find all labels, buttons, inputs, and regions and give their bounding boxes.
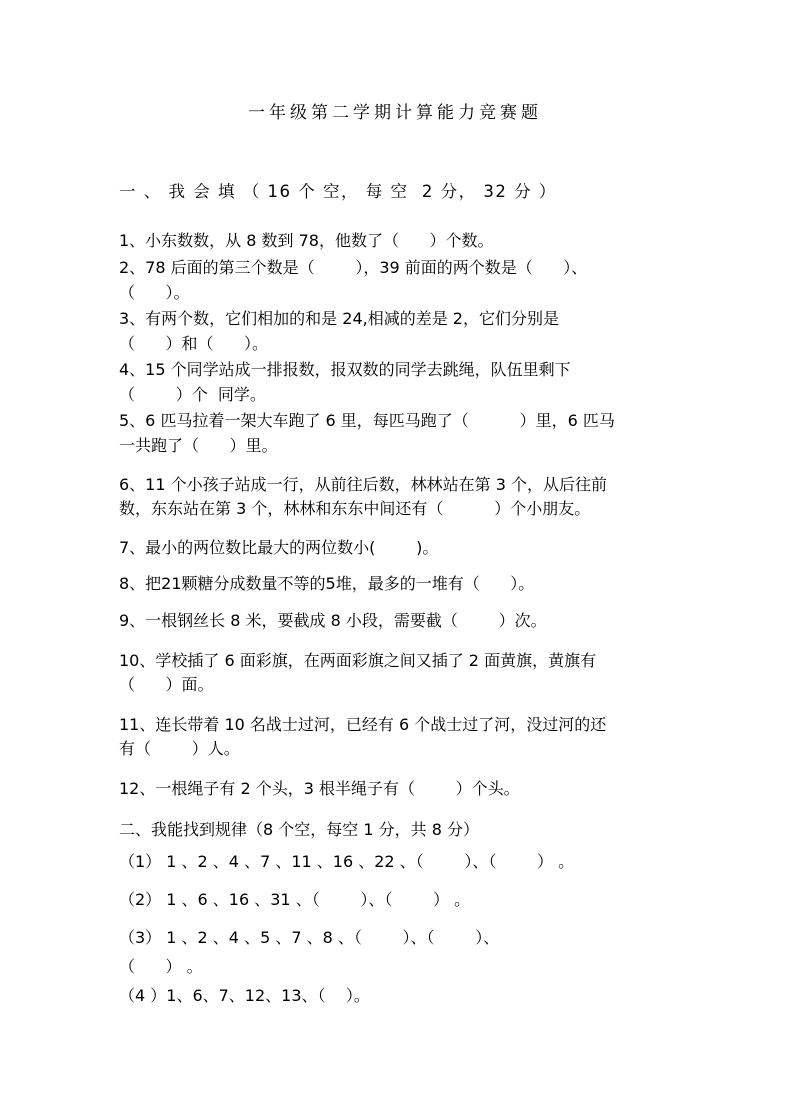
- pattern-2: （2） 1 、6 、16 、31 、（ ）、（ ） 。: [119, 890, 471, 909]
- question-5-line-2: 一共跑了（ ）里。: [119, 436, 278, 455]
- question-9: 9、一根钢丝长 8 米，要截成 8 小段，需要截（ ）次。: [119, 611, 547, 630]
- worksheet-title: 一年级第二学期计算能力竞赛题: [248, 103, 542, 123]
- question-6-line-2: 数，东东站在第 3 个，林林和东东中间还有（ ）个小朋友。: [119, 499, 591, 518]
- section-2-heading: 二、我能找到规律（8 个空，每空 1 分，共 8 分）: [119, 820, 479, 839]
- question-10-line-1: 10、学校插了 6 面彩旗，在两面彩旗之间又插了 2 面黄旗，黄旗有: [119, 651, 597, 670]
- pattern-3-line-2: （ ） 。: [119, 957, 203, 976]
- question-12: 12、一根绳子有 2 个头，3 根半绳子有（ ）个头。: [119, 779, 520, 798]
- question-11-line-2: 有（ ）人。: [119, 739, 240, 758]
- question-2-line-1: 2、78 后面的第三个数是（ ），39 前面的两个数是（ ）、: [119, 258, 588, 277]
- question-3-line-2: （ ）和（ ）。: [119, 334, 269, 353]
- question-6-line-1: 6、11 个小孩子站成一行，从前往后数，林林站在第 3 个，从后往前: [119, 475, 607, 494]
- question-1: 1、小东数数，从 8 数到 78，他数了（ ）个数。: [119, 231, 494, 250]
- pattern-3-line-1: （3） 1 、2 、4 、5 、7 、8 、（ ）、（ ）、: [119, 928, 500, 947]
- question-10-line-2: （ ）面。: [119, 675, 214, 694]
- question-4-line-1: 4、15 个同学站成一排报数，报双数的同学去跳绳，队伍里剩下: [119, 360, 571, 379]
- question-7: 7、最小的两位数比最大的两位数小( )。: [119, 538, 439, 557]
- pattern-4: （4 ）1、6、7、12、13、（ ）。: [119, 986, 370, 1005]
- pattern-1: （1） 1 、2 、4 、7 、11 、16 、22 、（ ）、（ ） 。: [119, 852, 575, 871]
- question-2-line-2: （ ）。: [119, 283, 190, 302]
- question-4-line-2: （ ）个 同学。: [119, 385, 266, 404]
- section-1-heading: 一 、 我 会 填 （ 16 个 空， 每 空 2 分， 32 分 ）: [119, 182, 557, 201]
- question-5-line-1: 5、6 匹马拉着一架大车跑了 6 里，每匹马跑了（ ）里，6 匹马: [119, 411, 615, 430]
- question-11-line-1: 11、连长带着 10 名战士过河，已经有 6 个战士过了河，没过河的还: [119, 715, 607, 734]
- question-3-line-1: 3、有两个数，它们相加的和是 24,相减的差是 2，它们分别是: [119, 309, 559, 328]
- question-8: 8、把21颗糖分成数量不等的5堆，最多的一堆有（ ）。: [119, 574, 535, 593]
